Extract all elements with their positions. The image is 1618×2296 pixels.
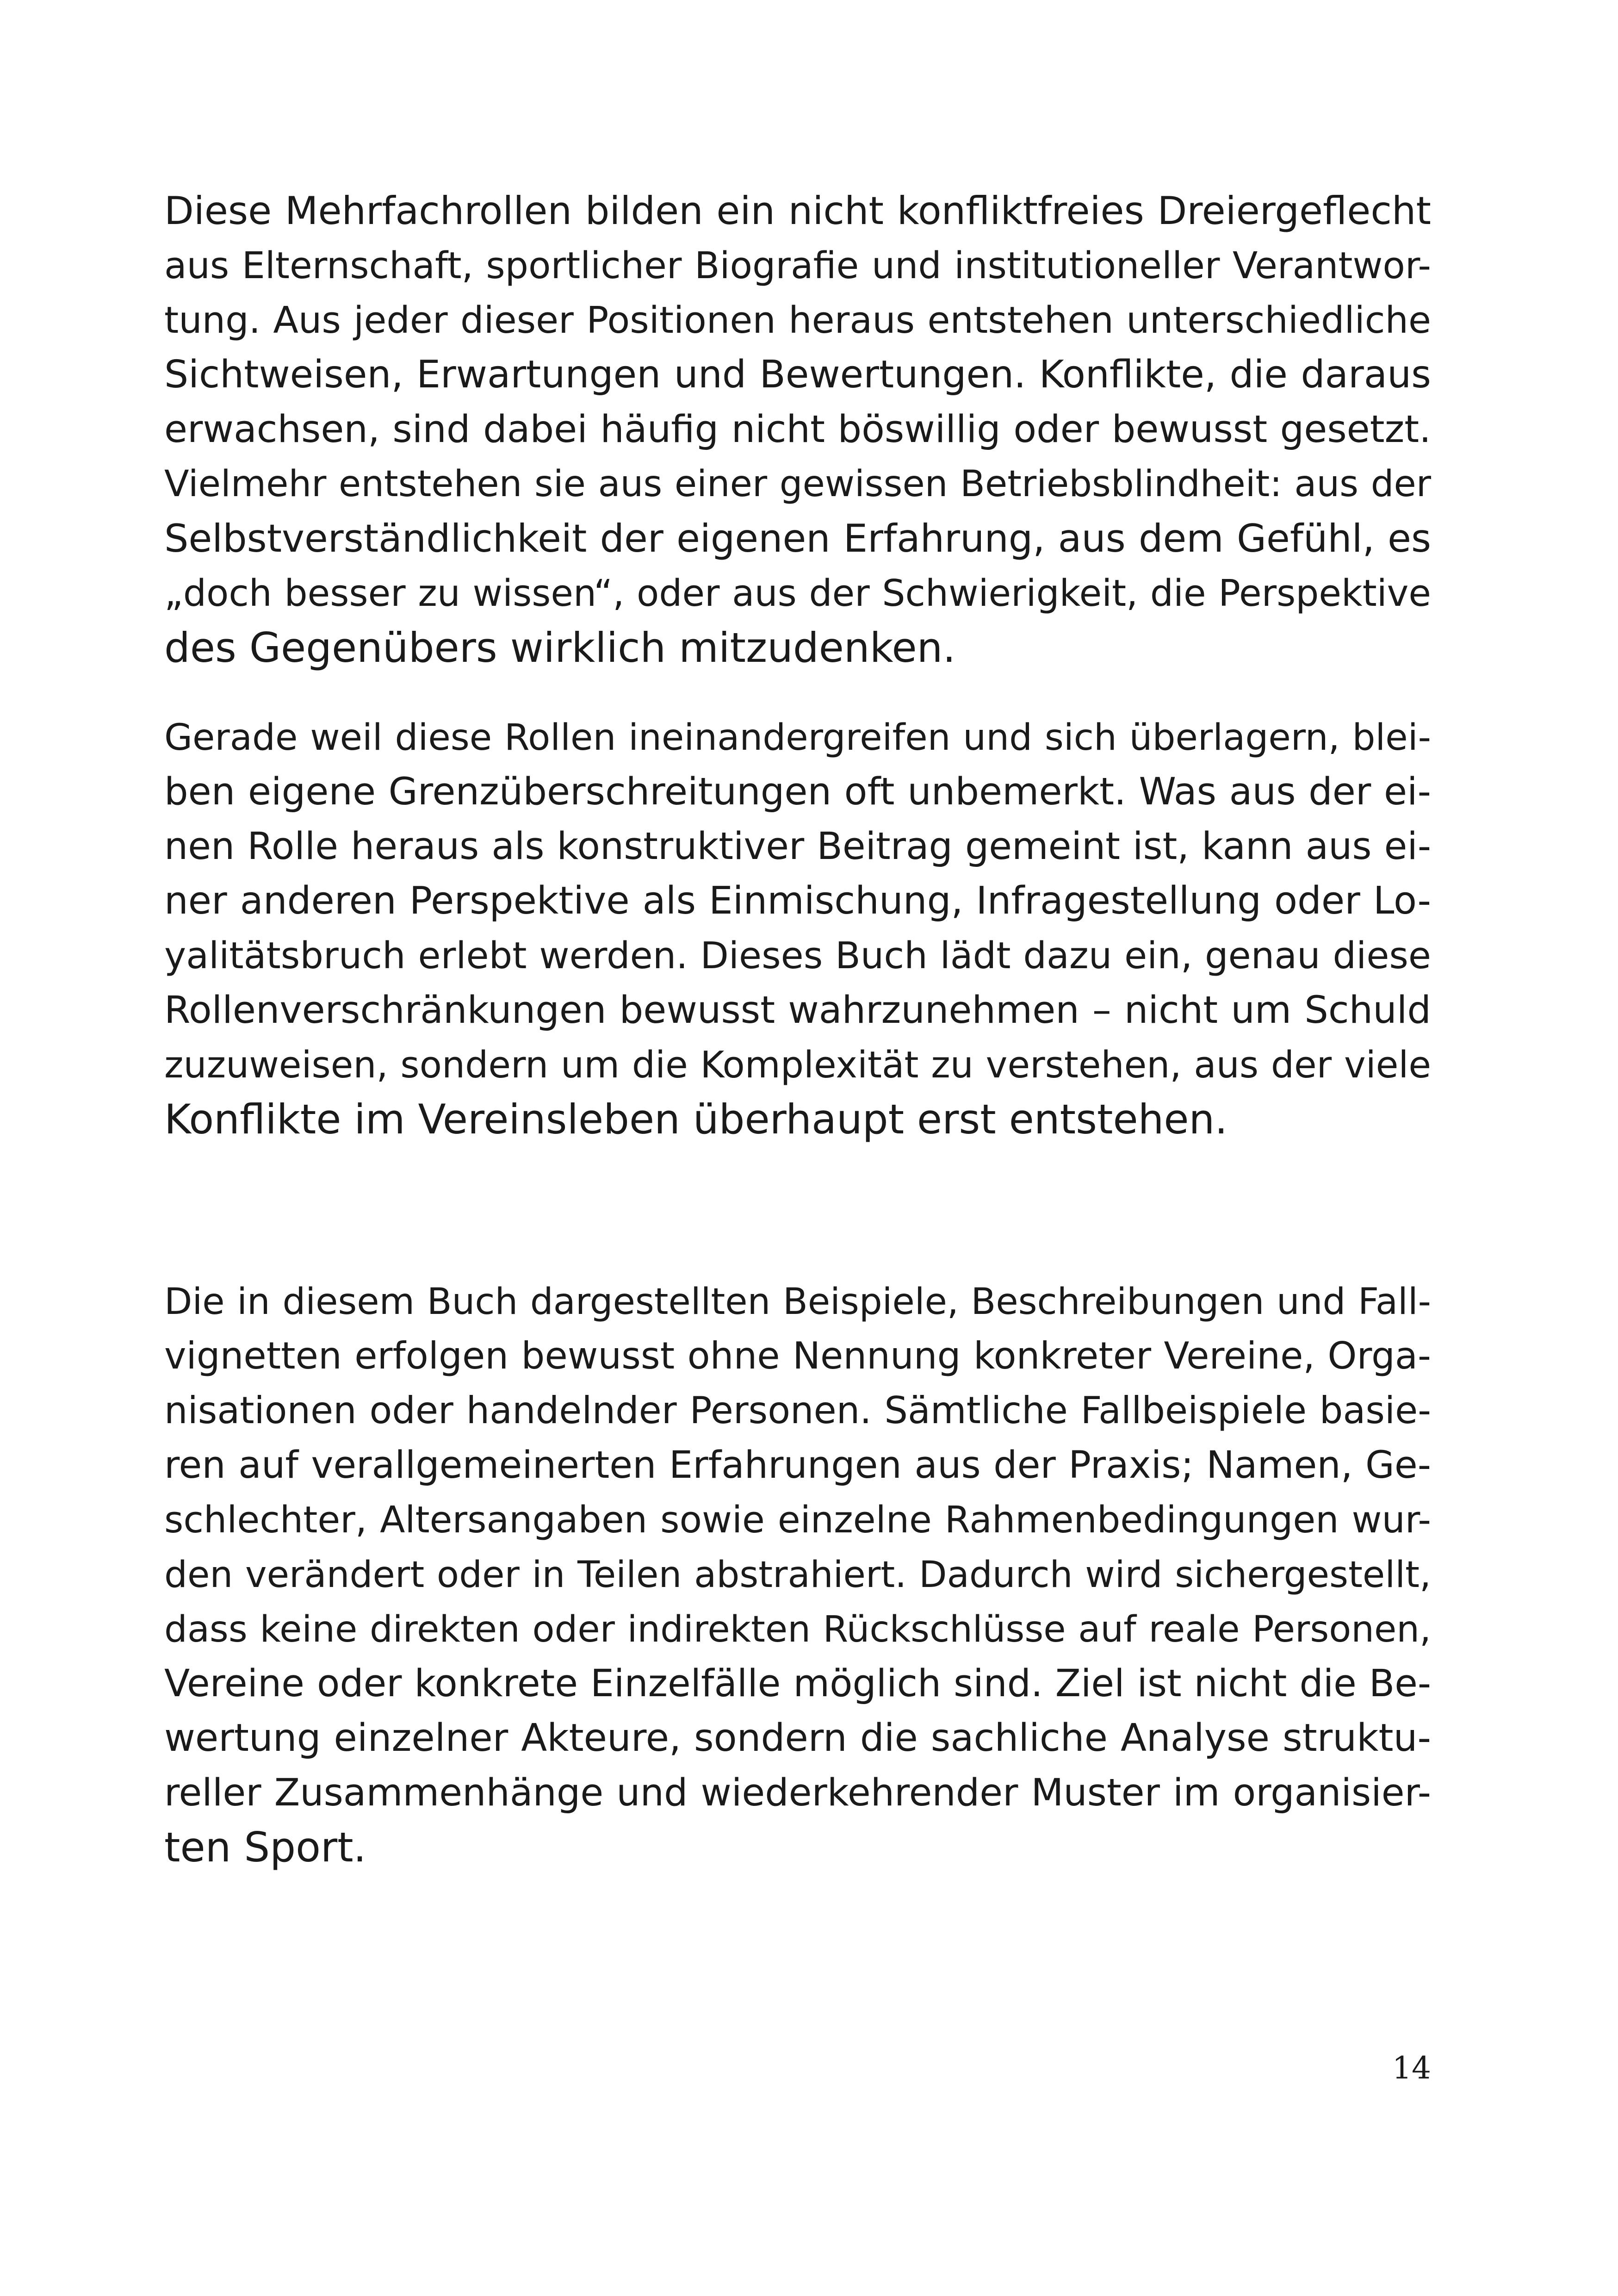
text-line: yalitätsbruch erlebt werden. Dieses Buch lädt dazu ein, genau diese — [164, 934, 1431, 977]
text-line: ben eigene Grenzüberschreitungen oft unbemerkt. Was aus der ei- — [164, 770, 1431, 814]
text-line: schlechter, Altersangaben sowie einzelne Rahmenbedingungen wur- — [164, 1498, 1431, 1541]
text-line: Vereine oder konkrete Einzelfälle möglich sind. Ziel ist nicht die Be- — [164, 1662, 1431, 1705]
text-line: Gerade weil diese Rollen ineinandergreifen und sich überlagern, blei- — [164, 716, 1431, 759]
text-line: erwachsen, sind dabei häufig nicht böswillig oder bewusst gesetzt. — [164, 408, 1431, 451]
text-line: ren auf verallgemeinerten Erfahrungen aus der Praxis; Namen, Ge- — [164, 1444, 1431, 1487]
text-line: Diese Mehrfachrollen bilden ein nicht konfliktfreies Dreiergeflecht — [164, 188, 1431, 233]
text-line: nen Rolle heraus als konstruktiver Beitrag gemeint ist, kann aus ei- — [164, 825, 1431, 868]
text-line: Die in diesem Buch dargestellten Beispiele, Beschreibungen und Fall- — [164, 1280, 1431, 1323]
text-line: nisationen oder handelnder Personen. Sämtliche Fallbeispiele basie- — [164, 1389, 1431, 1432]
text-line: des Gegenübers wirklich mitzudenken. — [164, 624, 956, 672]
text-line: zuzuweisen, sondern um die Komplexität zu verstehen, aus der viele — [164, 1044, 1431, 1086]
text-line: Sichtweisen, Erwartungen und Bewertungen. Konflikte, die daraus — [164, 353, 1431, 397]
text-line: vignetten erfolgen bewusst ohne Nennung konkreter Vereine, Orga- — [164, 1334, 1431, 1377]
text-line: reller Zusammenhänge und wiederkehrender Muster im organisier- — [164, 1771, 1431, 1815]
text-line: tung. Aus jeder dieser Positionen heraus entstehen unterschiedliche — [164, 299, 1431, 342]
paragraph-anonymization-note — [164, 1274, 1431, 1875]
text-line: „doch besser zu wissen“, oder aus der Schwierigkeit, die Perspektive — [164, 572, 1431, 615]
text-line: wertung einzelner Akteure, sondern die sachliche Analyse struktu- — [164, 1716, 1431, 1760]
page-number: 14 — [1392, 2050, 1431, 2086]
paragraph-overlapping-roles — [164, 710, 1431, 1147]
paragraph-role-conflicts — [164, 184, 1431, 675]
text-line: Rollenverschränkungen bewusst wahrzunehmen – nicht um Schuld — [164, 988, 1431, 1032]
text-line: den verändert oder in Teilen abstrahiert. Dadurch wird sichergestellt, — [164, 1553, 1431, 1596]
text-line: Konflikte im Vereinsleben überhaupt erst entstehen. — [164, 1095, 1228, 1143]
text-line: Vielmehr entstehen sie aus einer gewissen Betriebsblindheit: aus der — [164, 463, 1431, 505]
text-line: ten Sport. — [164, 1823, 366, 1871]
text-line: aus Elternschaft, sportlicher Biografie und institutioneller Verantwor- — [164, 244, 1431, 287]
text-line: Selbstverständlichkeit der eigenen Erfahrung, aus dem Gefühl, es — [164, 516, 1431, 561]
text-line: ner anderen Perspektive als Einmischung, Infragestellung oder Lo- — [164, 879, 1431, 923]
text-line: dass keine direkten oder indirekten Rückschlüsse auf reale Personen, — [164, 1608, 1431, 1650]
